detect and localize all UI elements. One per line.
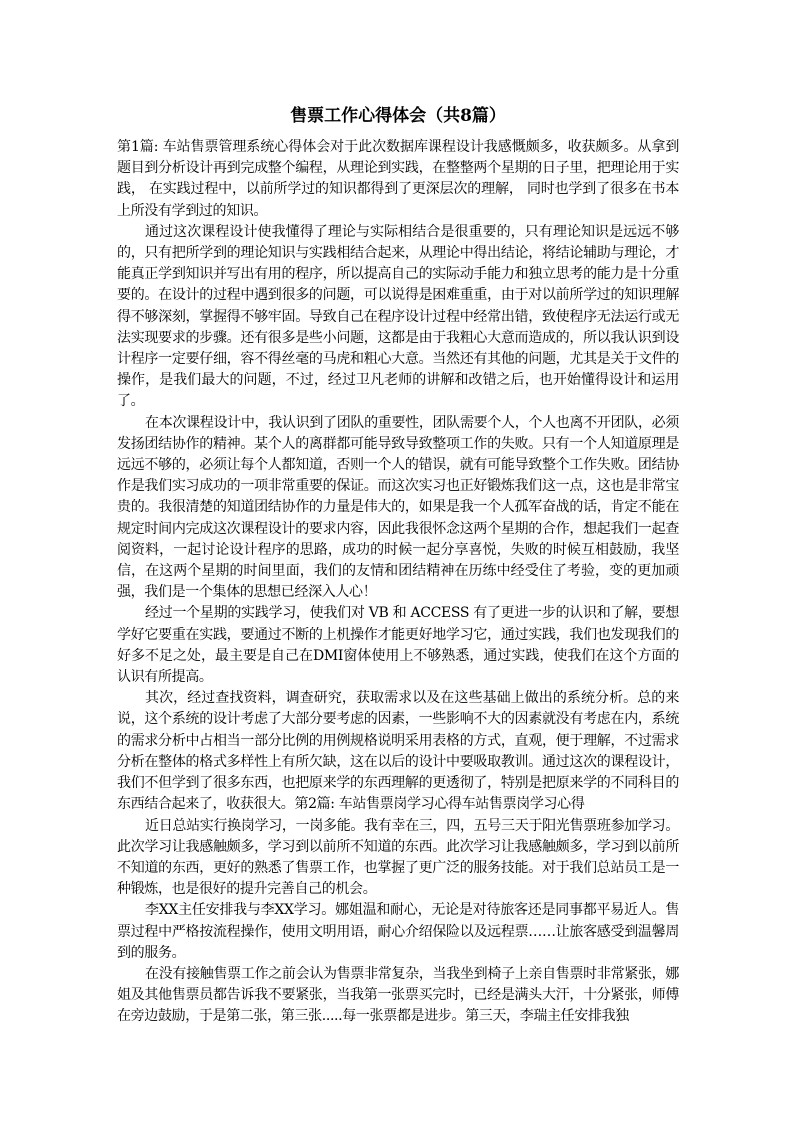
paragraph-5: 其次，经过查找资料，调查研究，获取需求以及在这些基础上做出的系统分析。总的来说，这个系统的设计考虑了大部分要考虑的因素，一些影响不大的因素就没有考虑在内，系统的需求分析中占相当一部分比例的用例规格说明采用表格的方式，直观，便于理解，不过需求分析在整体的格式多样性上有所欠缺，这在以后的设计中要吸取教训。通过这次的课程设计，我们不但学到了很多东西，也把原来学的东西理解的更透彻了，特别是把原来学的不同科目的东西结合起来了，收获很大。第2篇: 车站售票岗学习心得车站售票岗学习心得 (117, 690, 679, 813)
paragraph-3: 在本次课程设计中，我认识到了团队的重要性，团队需要个人，个人也离不开团队，必须发扬团结协作的精神。某个人的离群都可能导致导致整项工作的失败。只有一个人知道原理是远远不够的，必须让每个人都知道，否则一个人的错误，就有可能导致整个工作失败。团结协作是我们实习成功的一项非常重要的保证。而这次实习也正好锻炼我们这一点，这也是非常宝贵的。我很清楚的知道团结协作的力量是伟大的，如果是我一个人孤军奋战的话，肯定不能在规定时间内完成这次课程设计的要求内容，因此我很怀念这两个星期的合作，想起我们一起查阅资料，一起讨论设计程序的思路，成功的时候一起分享喜悦，失败的时候互相鼓励，我坚信，在这两个星期的时间里面，我们的友情和团结精神在历练中经受住了考验，变的更加顽强，我们是一个集体的思想已经深入人心！ (117, 414, 679, 601)
document-title: 售票工作心得体会（共8篇） (290, 106, 506, 126)
paragraph-7: 李XX主任安排我与李XX学习。娜姐温和耐心，无论是对待旅客还是同事都平易近人。售票过程中严格按流程操作，使用文明用语，耐心介绍保险以及远程票……让旅客感受到温馨周到的服务。 (117, 902, 679, 961)
paragraph-6: 近日总站实行换岗学习，一岗多能。我有幸在三，四，五号三天于阳光售票班参加学习。此次学习让我感触颇多，学习到以前所不知道的东西。此次学习让我感触颇多，学习到以前所不知道的东西，更好的熟悉了售票工作，也掌握了更广泛的服务技能。对于我们总站员工是一种锻炼，也是很好的提升完善自己的机会。 (117, 817, 679, 898)
paragraph-2: 通过这次课程设计使我懂得了理论与实际相结合是很重要的，只有理论知识是远远不够的，只有把所学到的理论知识与实践相结合起来，从理论中得出结论，将结论辅助与理论，才能真正学到知识并写出有用的程序，所以提高自己的实际动手能力和独立思考的能力是十分重要的。在设计的过程中遇到很多的问题，可以说得是困难重重，由于对以前所学过的知识理解得不够深刻，掌握得不够牢固。导致自己在程序设计过程中经常出错，致使程序无法运行或无法实现要求的步骤。还有很多是些小问题，这都是由于我粗心大意而造成的，所以我认识到设计程序一定要仔细，容不得丝毫的马虎和粗心大意。当然还有其他的问题，尤其是关于文件的操作，是我们最大的问题，不过，经过卫凡老师的讲解和改错之后，也开始懂得设计和运用了。 (117, 223, 679, 410)
paragraph-8: 在没有接触售票工作之前会认为售票非常复杂，当我坐到椅子上亲自售票时非常紧张，娜姐及其他售票员都告诉我不要紧张，当我第一张票买完时，已经是满头大汗，十分紧张，师傅在旁边鼓励，于是第二张，第三张.....每一张票都是进步。第三天，李瑞主任安排我独 (117, 965, 679, 1025)
paragraph-1: 第1篇: 车站售票管理系统心得体会对于此次数据库课程设计我感慨颇多，收获颇多。从拿到题目到分析设计再到完成整个编程，从理论到实践，在整整两个星期的日子里，把理论用于实践， 在实践过程中，以前所学过的知识都得到了更深层次的理解， 同时也学到了很多在书本上所没有学到过的知识。 (117, 139, 679, 219)
paragraph-4: 经过一个星期的实践学习，使我们对 VB 和 ACCESS 有了更进一步的认识和了解，要想学好它要重在实践，要通过不断的上机操作才能更好地学习它，通过实践，我们也发现我们的好多不足之处，最主要是自己在DMI窗体使用上不够熟悉，通过实践，使我们在这个方面的认识有所提高。 (117, 605, 679, 686)
document-page (117, 104, 679, 1028)
